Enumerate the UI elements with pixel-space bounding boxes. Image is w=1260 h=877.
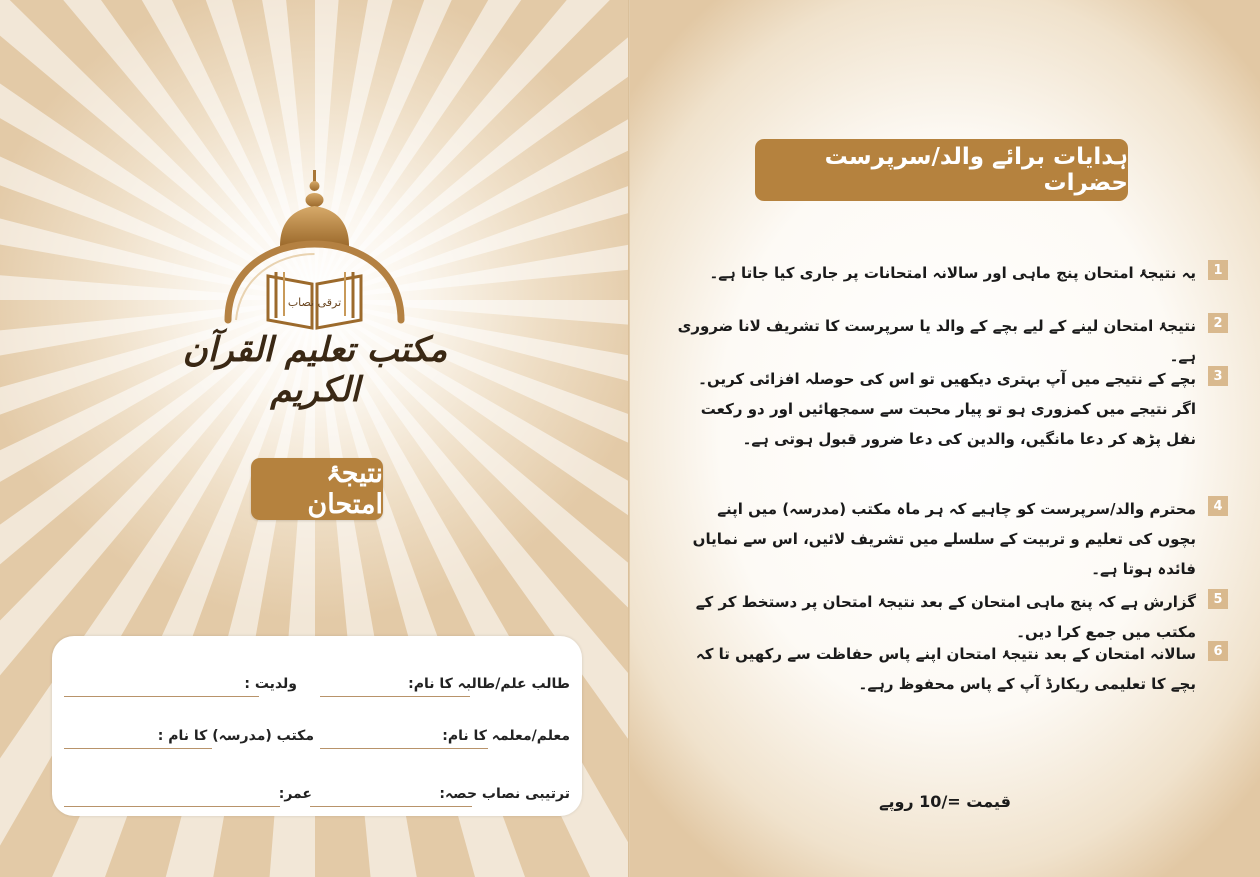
- teacher-name-field[interactable]: [320, 748, 488, 749]
- student-info-card: [52, 636, 582, 816]
- instruction-text: یہ نتیجۂ امتحان پنج ماہی اور سالانہ امتحانات پر جاری کیا جاتا ہے۔: [709, 264, 1196, 282]
- instruction-number: 5: [1208, 589, 1228, 609]
- maktab-name-label: مکتب (مدرسہ) کا نام :: [157, 728, 314, 744]
- form-row-curriculum: [52, 782, 582, 812]
- teacher-name-label: معلم/معلمہ کا نام:: [442, 728, 570, 744]
- instruction-number: 6: [1208, 641, 1228, 661]
- student-name-label: طالب علم/طالبہ کا نام:: [408, 676, 570, 692]
- form-row-student: [52, 672, 582, 702]
- instruction-text: سالانہ امتحان کے بعد نتیجۂ امتحان اپنے پاس حفاظت سے رکھیں تا کہ بچے کا تعلیمی ریکارڈ آپ کے پاس محفوظ رہے۔: [695, 645, 1196, 693]
- instruction-item: [658, 364, 1228, 459]
- age-label: عمر:: [278, 786, 312, 802]
- instruction-text: بچے کے نتیجے میں آپ بہتری دیکھیں تو اس کی حوصلہ افزائی کریں۔ اگر نتیجے میں کمزوری ہو تو پیار محبت سے سمجھائیں اور دو رکعت نفل پڑھ کر دعا مانگیں، والدین کی دعا ضرور قبول ہوتی ہے۔: [698, 370, 1196, 448]
- instruction-item: [658, 587, 1228, 641]
- instructions-heading: ہدایات برائے والد/سرپرست حضرات: [755, 139, 1128, 201]
- instruction-item: [658, 258, 1228, 288]
- instruction-text: گزارش ہے کہ پنج ماہی امتحان کے بعد نتیجۂ امتحان پر دستخط کر کے مکتب میں جمع کرا دیں۔: [695, 593, 1196, 641]
- instructions-page: [630, 0, 1260, 877]
- result-badge: نتیجۂ امتحان: [251, 458, 383, 520]
- maktab-name-field[interactable]: [64, 748, 212, 749]
- instruction-item: [658, 311, 1228, 365]
- father-name-field[interactable]: [64, 696, 259, 697]
- instruction-text: نتیجۂ امتحان لینے کے لیے بچے کے والد یا سرپرست کا تشریف لانا ضروری ہے۔: [677, 317, 1196, 365]
- price-label: قیمت =/10 روپے: [879, 792, 1011, 811]
- student-name-field[interactable]: [320, 696, 470, 697]
- logo-title: مکتب تعلیم القرآن الکریم: [182, 330, 448, 410]
- dome-shape: [280, 206, 349, 246]
- logo-emblem: [180, 160, 450, 340]
- instruction-item: [658, 639, 1228, 701]
- instruction-number: 1: [1208, 260, 1228, 280]
- instruction-item: [658, 494, 1228, 578]
- instruction-number: 2: [1208, 313, 1228, 333]
- instruction-number: 3: [1208, 366, 1228, 386]
- curriculum-part-label: ترتیبی نصاب حصہ:: [439, 786, 570, 802]
- curriculum-part-field[interactable]: [310, 806, 472, 807]
- form-row-teacher: [52, 724, 582, 754]
- logo-book-text: ترقی نصاب: [287, 296, 342, 309]
- age-field[interactable]: [64, 806, 280, 807]
- instruction-text: محترم والد/سرپرست کو چاہیے کہ ہر ماہ مکتب (مدرسہ) میں اپنے بچوں کی تعلیم و تربیت کے سلسلے میں تشریف لائیں، اس سے نمایاں فائدہ ہوتا ہے۔: [692, 500, 1196, 578]
- father-name-label: ولدیت :: [244, 676, 297, 692]
- instruction-number: 4: [1208, 496, 1228, 516]
